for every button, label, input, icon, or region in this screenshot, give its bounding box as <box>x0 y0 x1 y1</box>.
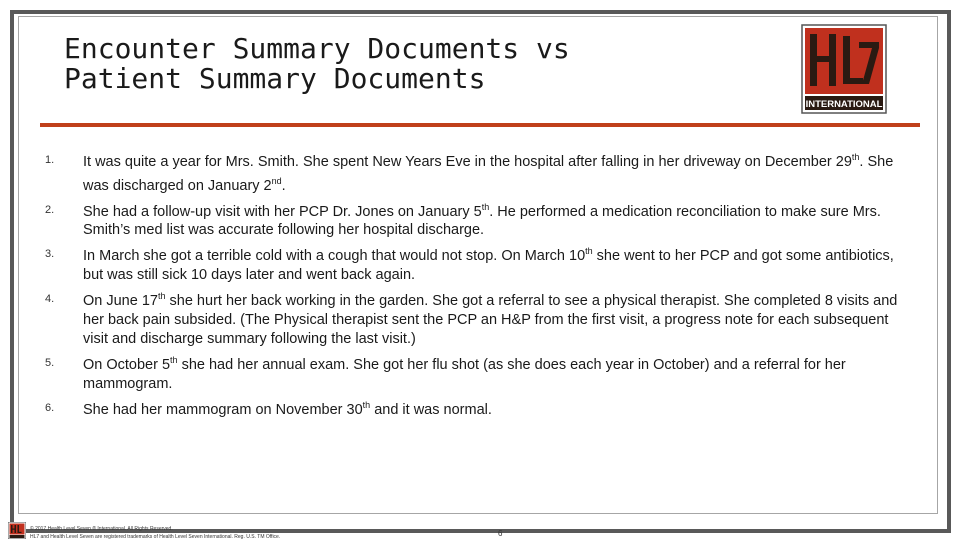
list-item-text <box>83 242 915 285</box>
title-divider <box>40 123 920 127</box>
title-line-1: Encounter Summary Documents vs <box>64 32 570 65</box>
list-item-text <box>83 351 915 394</box>
ordinal-suffix: nd <box>271 175 282 186</box>
hl7-logo <box>801 24 887 114</box>
list-item-text <box>83 396 915 420</box>
title-line-2: Patient Summary Documents <box>64 62 486 95</box>
list-item <box>45 242 915 285</box>
text-run: she hurt her back working in the garden. She got a referral to see a physical therapist. She completed 8 visits and her back pain subsided. (The Physical therapist sent the PCP an H&P from the first visit, a progress note for each subsequent visit and discharge summary following the last visit.) <box>83 293 898 348</box>
ordinal-suffix: th <box>170 355 178 366</box>
list-item-text <box>83 287 915 349</box>
text-run: . She was discharged on January 2 <box>83 153 894 194</box>
ordinal-suffix: th <box>157 291 166 302</box>
list-item <box>45 198 915 241</box>
text-run: On June 17 <box>83 293 158 310</box>
list-item-number: 4. <box>45 293 55 306</box>
ordinal-suffix: th <box>851 152 860 162</box>
ordinal-suffix: th <box>362 399 371 410</box>
list-item <box>45 396 915 420</box>
list-item-text <box>83 198 915 241</box>
list-item-text <box>83 148 915 196</box>
list-item <box>45 351 915 394</box>
text-run: and it was normal. <box>370 401 492 418</box>
hl7-footer-logo <box>8 522 26 539</box>
logo-wordmark: INTERNATIONAL <box>805 99 883 110</box>
page-number: 6 <box>498 529 503 538</box>
copyright-line-1: © 2017 Health Level Seven ® International. All Rights Reserved. <box>30 526 173 532</box>
text-run: She had a follow-up visit with her PCP Dr. Jones on January 5 <box>83 203 482 220</box>
list-item-number: 2. <box>45 203 55 216</box>
list-item-number: 1. <box>45 154 55 166</box>
list-item <box>45 148 915 196</box>
list-item-number: 6. <box>45 401 55 414</box>
slide-title <box>64 34 570 94</box>
list-item-number: 5. <box>45 357 55 370</box>
list-item-number: 3. <box>45 248 55 261</box>
copyright-text <box>30 525 280 541</box>
text-run: she went to her PCP and got some antibiotics, but was still sick 10 days later and went back again. <box>83 248 894 284</box>
text-run: It was quite a year for Mrs. Smith. She spent New Years Eve in the hospital after falling in her driveway on December 29 <box>83 153 852 170</box>
text-run: In March she got a terrible cold with a cough that would not stop. On March 10 <box>83 248 586 265</box>
text-run: she had her annual exam. She got her flu shot (as she does each year in October) and a referral for her mammogram. <box>83 356 846 392</box>
text-run: . <box>281 177 286 194</box>
ordinal-suffix: th <box>481 201 490 212</box>
text-run: On October 5 <box>83 356 171 373</box>
ordinal-suffix: th <box>585 246 593 257</box>
numbered-list <box>45 148 915 422</box>
text-run: . He performed a medication reconciliation to make sure Mrs. Smith’s med list was accurate following her hospital discharge. <box>83 203 881 239</box>
list-item <box>45 287 915 349</box>
copyright-line-2: HL7 and Health Level Seven are registered trademarks of Health Level Seven International. Reg. U.S. TM Office. <box>30 534 281 540</box>
text-run: She had her mammogram on November 30 <box>83 401 363 418</box>
